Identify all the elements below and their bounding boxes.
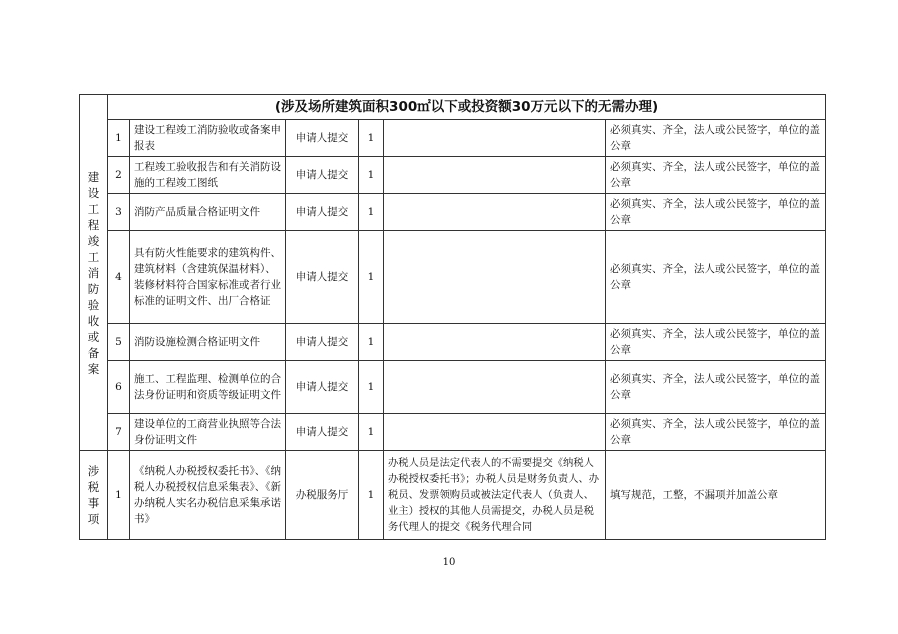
table-row <box>80 361 826 414</box>
material-note <box>384 231 606 324</box>
material-source: 申请人提交 <box>286 194 359 231</box>
material-requirement: 必须真实、齐全，法人或公民签字，单位的盖公章 <box>606 194 826 231</box>
material-name: 消防产品质量合格证明文件 <box>130 194 286 231</box>
table-row <box>80 324 826 361</box>
material-source: 申请人提交 <box>286 324 359 361</box>
item-number: 4 <box>108 231 130 324</box>
item-number: 5 <box>108 324 130 361</box>
item-number: 1 <box>108 451 130 540</box>
section-title-fire-acceptance: 建设工程竣工消防验收或备案 <box>80 95 108 451</box>
material-source: 申请人提交 <box>286 361 359 414</box>
material-name: 消防设施检测合格证明文件 <box>130 324 286 361</box>
material-requirement: 填写规范，工整，不漏项并加盖公章 <box>606 451 826 540</box>
material-name: 建设单位的工商营业执照等合法身份证明文件 <box>130 414 286 451</box>
copy-count: 1 <box>359 157 384 194</box>
material-requirement: 必须真实、齐全，法人或公民签字，单位的盖公章 <box>606 157 826 194</box>
material-requirement: 必须真实、齐全，法人或公民签字，单位的盖公章 <box>606 231 826 324</box>
banner-row <box>80 95 826 120</box>
page-number: 10 <box>442 557 456 568</box>
item-number: 3 <box>108 194 130 231</box>
material-note <box>384 157 606 194</box>
requirements-table <box>79 94 826 540</box>
material-source: 申请人提交 <box>286 120 359 157</box>
item-number: 1 <box>108 120 130 157</box>
material-name: 施工、工程监理、检测单位的合法身份证明和资质等级证明文件 <box>130 361 286 414</box>
material-requirement: 必须真实、齐全，法人或公民签字，单位的盖公章 <box>606 324 826 361</box>
copy-count: 1 <box>359 120 384 157</box>
table-row <box>80 120 826 157</box>
material-source: 申请人提交 <box>286 157 359 194</box>
material-requirement: 必须真实、齐全，法人或公民签字，单位的盖公章 <box>606 361 826 414</box>
table-row <box>80 451 826 540</box>
section-title-tax: 涉税事项 <box>80 451 108 540</box>
material-note <box>384 361 606 414</box>
table-row <box>80 157 826 194</box>
material-note: 办税人员是法定代表人的不需要提交《纳税人办税授权委托书》；办税人员是财务负责人、办税员、发票领购员或被法定代表人（负责人、业主）授权的其他人员需提交，办税人员是税务代理人的提交《税务代理合同 <box>384 451 606 540</box>
table-row <box>80 194 826 231</box>
copy-count: 1 <box>359 414 384 451</box>
copy-count: 1 <box>359 324 384 361</box>
scope-banner: (涉及场所建筑面积300㎡以下或投资额30万元以下的无需办理) <box>108 95 826 120</box>
table-row <box>80 231 826 324</box>
material-name: 建设工程竣工消防验收或备案申报表 <box>130 120 286 157</box>
table-row <box>80 414 826 451</box>
item-number: 2 <box>108 157 130 194</box>
material-requirement: 必须真实、齐全，法人或公民签字，单位的盖公章 <box>606 120 826 157</box>
item-number: 7 <box>108 414 130 451</box>
material-note <box>384 414 606 451</box>
material-note <box>384 194 606 231</box>
material-name: 具有防火性能要求的建筑构件、建筑材料（含建筑保温材料）、装修材料符合国家标准或者行业标准的证明文件、出厂合格证 <box>130 231 286 324</box>
copy-count: 1 <box>359 361 384 414</box>
copy-count: 1 <box>359 231 384 324</box>
material-source: 申请人提交 <box>286 231 359 324</box>
material-note <box>384 324 606 361</box>
material-source: 办税服务厅 <box>286 451 359 540</box>
material-requirement: 必须真实、齐全，法人或公民签字，单位的盖公章 <box>606 414 826 451</box>
material-name: 工程竣工验收报告和有关消防设施的工程竣工图纸 <box>130 157 286 194</box>
material-note <box>384 120 606 157</box>
material-source: 申请人提交 <box>286 414 359 451</box>
copy-count: 1 <box>359 194 384 231</box>
copy-count: 1 <box>359 451 384 540</box>
material-name: 《纳税人办税授权委托书》、《纳税人办税授权信息采集表》、《新办纳税人实名办税信息采集承诺书》 <box>130 451 286 540</box>
item-number: 6 <box>108 361 130 414</box>
